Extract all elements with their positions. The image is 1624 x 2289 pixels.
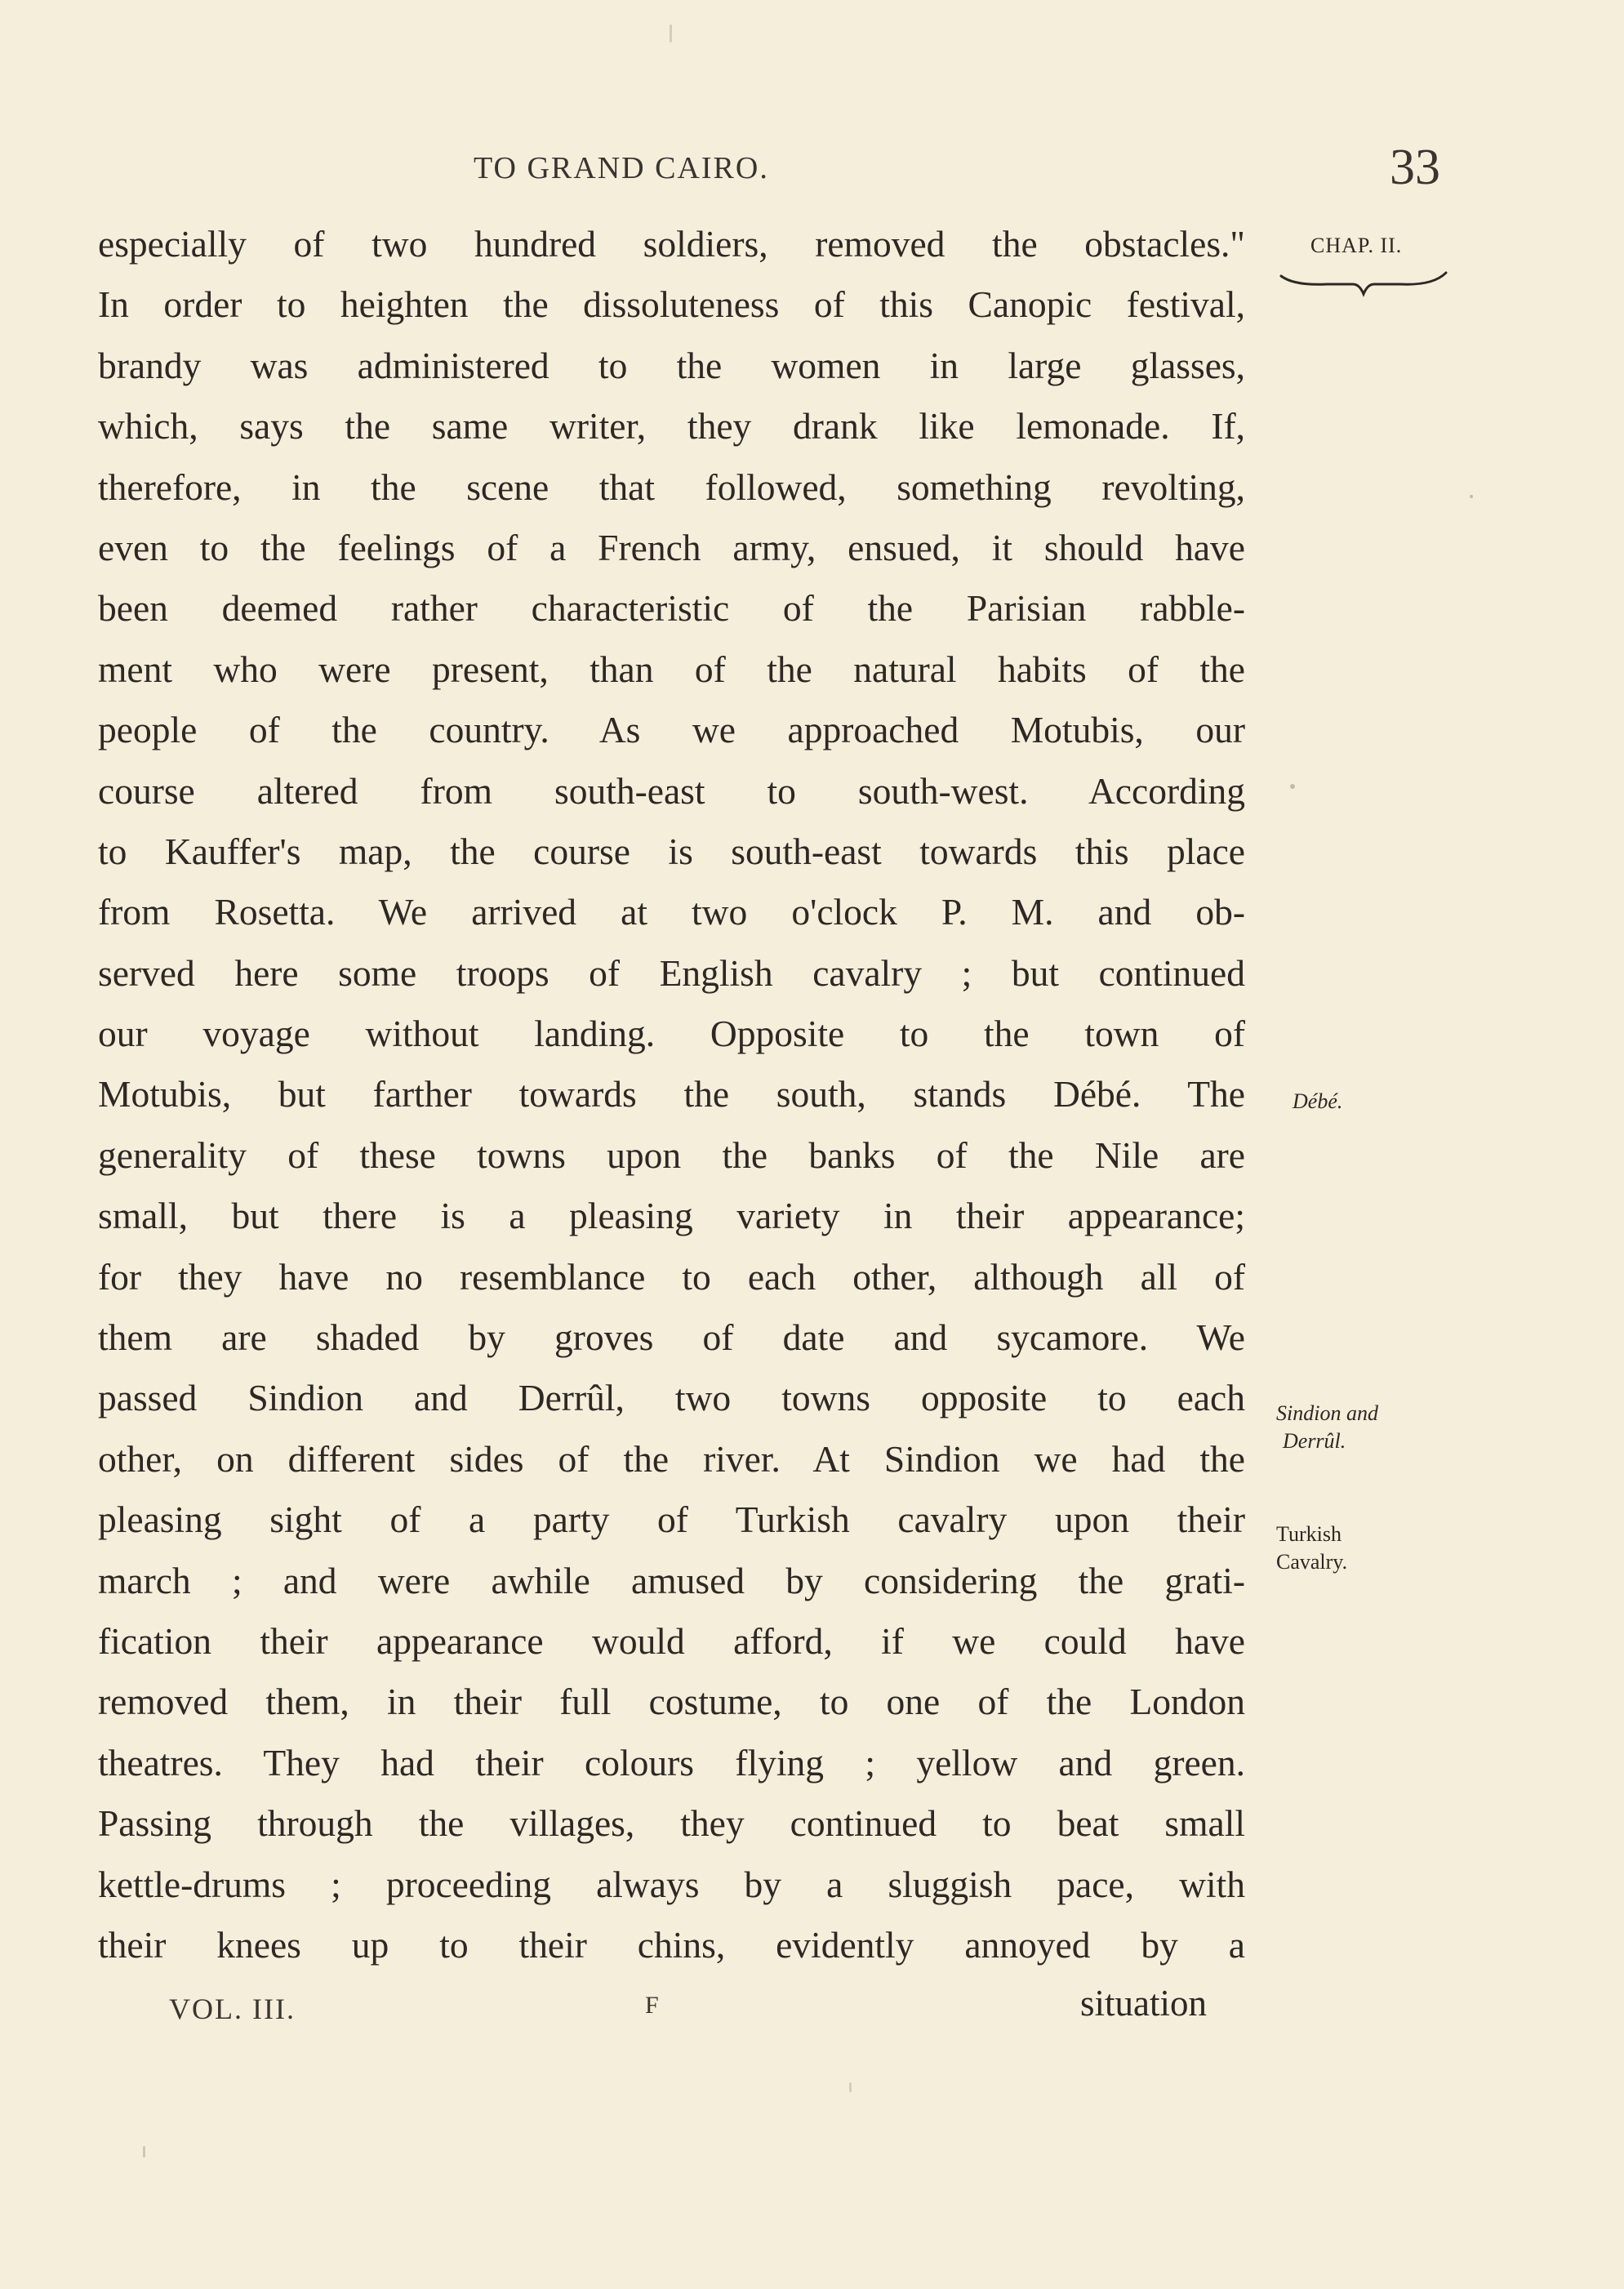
text-line: fication their appearance would afford, if we could have	[98, 1619, 1245, 1662]
text-line: for they have no resemblance to each other, although all of	[98, 1255, 1245, 1298]
text-line: from Rosetta. We arrived at two o'clock P. M. and ob-	[98, 891, 1245, 933]
volume-signature: VOL. III.	[169, 1993, 296, 2025]
page-number: 33	[1390, 140, 1440, 195]
side-note-turkish-line2: Cavalry.	[1276, 1550, 1348, 1574]
text-line: other, on different sides of the river. At Sindion we had the	[98, 1437, 1245, 1480]
text-line: which, says the same writer, they drank like lemonade. If,	[98, 405, 1245, 448]
text-line: In order to heighten the dissoluteness of this Canopic festival,	[98, 283, 1245, 326]
side-note-sindion-line2: Derrûl.	[1283, 1429, 1346, 1453]
side-note-sindion	[1276, 1400, 1378, 1455]
text-line: kettle-drums ; proceeding always by a sluggish pace, with	[98, 1863, 1245, 1905]
running-title: TO GRAND CAIRO.	[474, 151, 769, 185]
side-note-sindion-line1: Sindion and	[1276, 1401, 1378, 1425]
text-line: course altered from south-east to south-west. According	[98, 769, 1245, 812]
text-line: generality of these towns upon the banks of the Nile are	[98, 1133, 1245, 1176]
text-line: removed them, in their full costume, to one of the London	[98, 1681, 1245, 1723]
text-line: our voyage without landing. Opposite to the town of	[98, 1013, 1245, 1055]
chapter-marker: CHAP. II.	[1310, 234, 1403, 257]
text-line: ment who were present, than of the natural habits of the	[98, 648, 1245, 690]
text-line: to Kauffer's map, the course is south-east towards this place	[98, 830, 1245, 872]
brace-ornament	[1278, 269, 1449, 299]
text-line: people of the country. As we approached Motubis, our	[98, 709, 1245, 751]
text-line: their knees up to their chins, evidently annoyed by a	[98, 1923, 1245, 1966]
text-line: served here some troops of English cavalry ; but continued	[98, 951, 1245, 994]
text-line: them are shaded by groves of date and sycamore. We	[98, 1316, 1245, 1359]
text-line: especially of two hundred soldiers, removed the obstacles."	[98, 223, 1245, 265]
running-head	[0, 140, 1624, 195]
paper-speck	[1470, 495, 1473, 498]
side-note-debe: Débé.	[1293, 1089, 1343, 1113]
text-line: therefore, in the scene that followed, something revolting,	[98, 465, 1245, 508]
gathering-signature: F	[645, 1992, 659, 2019]
catchword: situation	[1080, 1983, 1207, 2024]
side-note-turkish-cavalry	[1276, 1521, 1347, 1576]
text-line: march ; and were awhile amused by considering the grati-	[98, 1559, 1245, 1601]
text-line: theatres. They had their colours flying ; yellow and green.	[98, 1741, 1245, 1784]
paper-speck	[1290, 784, 1295, 789]
paper-speck	[849, 2082, 852, 2092]
text-line: brandy was administered to the women in large glasses,	[98, 344, 1245, 386]
text-line: even to the feelings of a French army, ensued, it should have	[98, 526, 1245, 568]
paper-speck	[143, 2146, 145, 2158]
text-line: passed Sindion and Derrûl, two towns opposite to each	[98, 1377, 1245, 1419]
text-line: Passing through the villages, they continued to beat small	[98, 1802, 1245, 1845]
side-note-turkish-line1: Turkish	[1276, 1522, 1341, 1546]
text-line: pleasing sight of a party of Turkish cavalry upon their	[98, 1499, 1245, 1541]
text-line: Motubis, but farther towards the south, stands Débé. The	[98, 1073, 1245, 1116]
text-line: been deemed rather characteristic of the Parisian rabble-	[98, 587, 1245, 630]
paper-speck	[670, 24, 672, 42]
body-text	[98, 214, 1245, 1975]
text-line: small, but there is a pleasing variety in their appearance;	[98, 1195, 1245, 1237]
page-footer	[0, 1980, 1624, 2029]
